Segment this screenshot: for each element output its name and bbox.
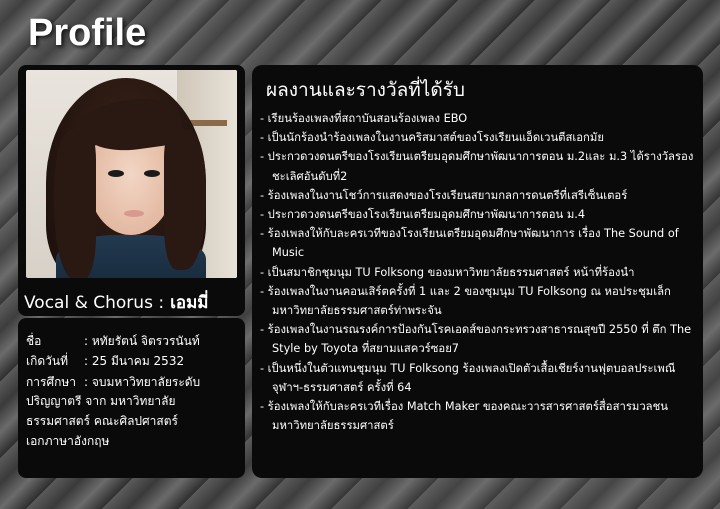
awards-list-item: - เรียนร้องเพลงที่สถาบันสอนร้องเพลง EBO [260,112,468,125]
photo-eye-right [144,170,160,177]
awards-list-item: - เป็นสมาชิกชุมนุม TU Folksong ของมหาวิทยาลัยธรรมศาสตร์ หน้าที่ร้องนำ [260,265,635,279]
info-row-birth [26,352,241,371]
nickname: เอมมี่ [170,293,209,313]
profile-photo [26,70,237,278]
birth-label: เกิดวันที่ [26,354,69,368]
personal-info-card [18,318,245,478]
photo-eye-left [108,170,124,177]
awards-list-item: - ร้องเพลงในงานโชว์การแสดงของโรงเรียนสยามกลการดนตรีที่เสรีเซ็นเตอร์ [260,188,628,202]
info-row-education [26,373,241,392]
page-title: Profile [28,12,147,54]
name-label: ชื่อ [26,334,42,348]
awards-list-item: - ร้องเพลงให้กับละครเวทีเรื่อง Match Maker ของคณะวารสารศาสตร์สื่อสารมวลชน มหาวิทยาลัยธรรมศาสตร์ [260,400,668,433]
info-row-name [26,332,241,351]
awards-list-item: - ประกวดวงดนตรีของโรงเรียนเตรียมอุดมศึกษาพัฒนาการตอน ม.4 [260,208,586,222]
education-value: : จบมหาวิทยาลัยระดับ [84,375,201,389]
awards-list-item: - ประกวดวงดนตรีของโรงเรียนเตรียมอุดมศึกษาพัฒนาการตอน ม.2และ ม.3 ได้รางวัลรองชะเลิศอันดับที่2 [260,150,694,183]
photo-hair-left [54,130,96,278]
awards-list-item: - เป็นนักร้องนำร้องเพลงในงานคริสมาสต์ของโรงเรียนแอ็ดเวนตีสเอกมัย [260,131,604,145]
education-line-4: เอกภาษาอังกฤษ [26,434,110,448]
awards-list-item: - เป็นหนึ่งในตัวแทนชุมนุม TU Folksong ร้องเพลงเปิดตัวเสื้อเชียร์งานฟุตบอลประเพณี จุฬาฯ-ธรรมศาสตร์ ครั้งที่ 64 [260,361,676,394]
awards-list-item: - ร้องเพลงในงานคอนเสิร์ตครั้งที่ 1 และ 2 ของชุมนุม TU Folksong ณ หอประชุมเล็กมหาวิทยาลัยธรรมศาสตร์ท่าพระจัน [260,284,671,318]
education-label: การศึกษา [26,375,76,389]
education-line-3: ธรรมศาสตร์ คณะศิลปศาสตร์ [26,414,178,428]
awards-card [252,65,703,478]
photo-hair-right [164,130,206,270]
photo-lips [124,210,144,217]
photo-card [18,65,245,316]
role-label: Vocal & Chorus : [24,293,165,313]
awards-list-item: - ร้องเพลงในงานรณรงค์การป้องกันโรคเอดส์ของกระทรวงสาธารณสุขปี 2550 ที่ ตึก The Style by Toyota ที่สยามแสควร์ซอย7 [260,323,692,356]
education-line-2: ปริญญาตรี จาก มหาวิทยาลัย [26,394,176,408]
birth-value: : 25 มีนาคม 2532 [84,354,185,368]
awards-list-item: - ร้องเพลงให้กับละครเวทีของโรงเรียนเตรียมอุดมศึกษาพัฒนาการ เรื่อง The Sound of Music [260,227,679,260]
awards-list [260,109,696,435]
role-label-row [24,289,209,316]
name-value: : หทัยรัตน์ จิตรวรนันท์ [84,334,200,348]
awards-title: ผลงานและรางวัลที่ได้รับ [266,79,465,101]
